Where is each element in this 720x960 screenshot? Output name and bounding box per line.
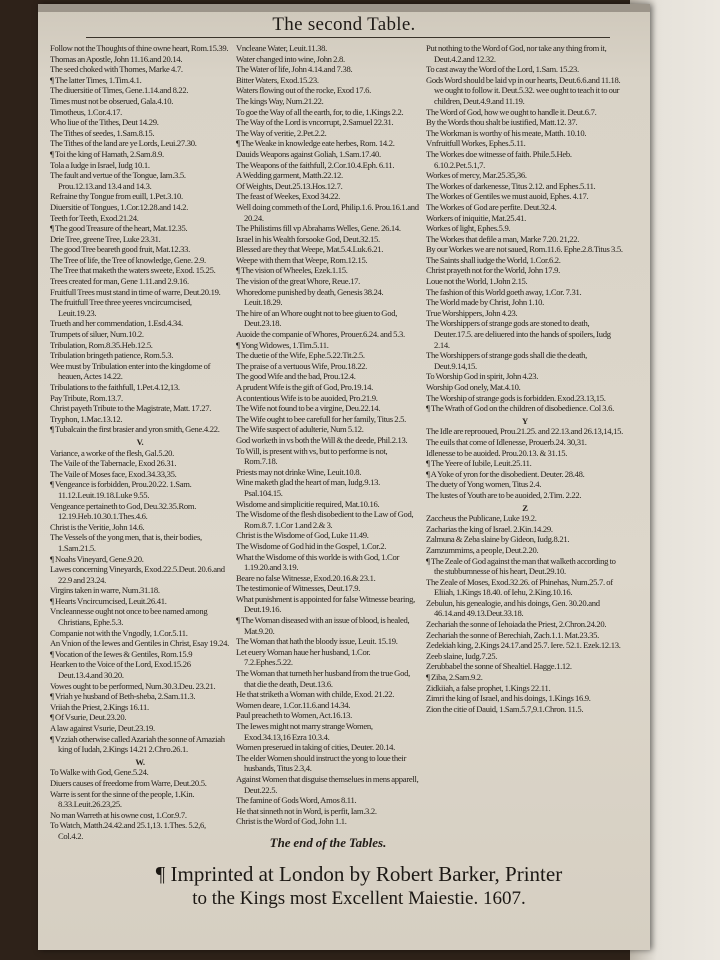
index-entry: Gods Word should be laid vp in our hearts, Deut.6.6.and 11.18. we ought to follow it. Deut.5.32. wee ought to teach it to our children, Deut.4.9.and 11.19.	[426, 74, 621, 106]
end-of-tables-note: The end of the Tables.	[269, 834, 387, 850]
index-entry: ¶ A Yoke of yron for the disobedient. Deuter. 28.48.	[426, 468, 585, 479]
index-entry: The fault and vertue of the Tongue, Iam.3.5. Prou.12.13.and 13.4 and 14.3.	[50, 170, 186, 191]
index-entry: Put nothing to the Word of God, nor take any thing from it, Deut.4.2.and 12.32.	[426, 43, 607, 64]
index-entry: Fruitfull Trees must stand in time of warre, Deut.20.19.	[50, 286, 221, 297]
index-entry: Trumpets of siluer, Num.10.2.	[50, 329, 144, 340]
index-entry: He that sinneth not in Word, is perfit, Iam.3.2.	[236, 805, 377, 816]
index-entry: The vision of the great Whore, Reue.17.	[236, 276, 360, 287]
index-entry: Workes of mercy, Mar.25.35,36.	[426, 170, 527, 181]
index-entry: What punishment is appointed for false Witnesse bearing, Deut.19.16.	[236, 593, 415, 615]
index-entry: The Zeale of Moses, Exod.32.26. of Phinehas, Num.25.7. of Eliiah, 1.Kings 18.40. of Iehu, 2.King.10.16.	[426, 576, 613, 598]
index-entry: The diuersitie of Times, Gene.1.14.and 8.22.	[50, 85, 189, 96]
index-entry: The Workes of darkenesse, Titus 2.12. and Ephes.5.11.	[426, 180, 596, 191]
index-entry: ¶ Noahs Vineyard, Gene.9.20.	[50, 553, 144, 564]
index-entry: Tribulation bringeth patience, Rom.5.3.	[50, 350, 174, 361]
index-entry: Christ prayeth not for the World, John 17.9.	[426, 265, 561, 276]
index-entry: The Worshippers of strange gods are stoned to death, Deuter.17.5. are deliuered into the hands of spoilers, Iudg 2.14.	[426, 318, 611, 350]
index-entry: The good Tree beareth good fruit, Mat.12.33.	[50, 244, 191, 255]
index-entry: The Vaile of the Tabernacle, Exod 26.31.	[50, 458, 177, 469]
section-letter-heading: W.	[135, 756, 145, 767]
index-entry: Christ payeth Tribute to the Magistrate, Matt. 17.27.	[50, 403, 212, 414]
index-entry: The good Wife and the bad, Prou.12.4.	[236, 371, 356, 382]
index-entry: ¶ Vocation of the Iewes & Gentiles, Rom.15.9	[50, 648, 193, 659]
index-entry: ¶ Vzziah otherwise called Azariah the sonne of Amaziah king of Iudah, 2.Kings 14.21 2.Chro.26.1.	[50, 733, 225, 755]
index-entry: The Philistims fill vp Abrahams Welles, Gene. 26.14.	[236, 223, 401, 234]
page-title: The second Table.	[272, 14, 416, 35]
index-entry: Whoredome punished by death, Genesis 38.24. Leuit.18.29.	[236, 286, 384, 308]
index-entry: Refraine thy Tongue from euill, 1.Pet.3.10.	[50, 191, 183, 202]
index-entry: The praise of a vertuous Wife, Prou.18.22.	[236, 360, 368, 371]
index-entry: Variance, a worke of the flesh, Gal.5.20.	[50, 447, 174, 458]
index-entry: Vriiah the Priest, 2.Kings 16.11.	[50, 701, 149, 712]
imprint-line-2: to the Kings most Excellent Maiestie. 1607.	[192, 887, 526, 909]
index-entry: To cast away the Word of the Lord, 1.Sam. 15.23.	[426, 64, 579, 75]
index-entry: By our Workes we are not saued, Rom.11.6. Ephe.2.8.Titus 3.5.	[426, 244, 623, 255]
index-entry: Vnfruitfull Workes, Ephes.5.11.	[426, 138, 526, 149]
index-entry: The Workes of God are perfite. Deut.32.4.	[426, 201, 557, 212]
index-entry: The Wisdome of God hid in the Gospel, 1.Cor.2.	[236, 540, 387, 551]
index-entry: Warre is sent for the sinne of the people, 1.Kin. 8.33.Leuit.26.23,25.	[50, 788, 195, 810]
index-entry: Women preserued in taking of cities, Deuter. 20.14.	[236, 742, 396, 753]
index-entry: Timotheus, 1.Cor.4.17.	[50, 106, 122, 117]
index-entry: The famine of Gods Word, Amos 8.11.	[236, 795, 357, 806]
index-entry: Israel in his Wealth forsooke God, Deut.32.15.	[236, 233, 380, 244]
index-entry: The seed choked with Thornes, Marke 4.7.	[50, 64, 183, 75]
index-entry: Vncleannesse ought not once to bee named among Christians, Ephe.5.3.	[50, 606, 208, 628]
index-entry: The Wife ought to bee carefull for her family, Titus 2.5.	[236, 413, 406, 424]
index-column-1	[50, 43, 230, 842]
index-entry: A law against Vsurie, Deut.23.19.	[50, 723, 155, 733]
index-entry: ¶ Toi the king of Hamath, 2.Sam.8.9.	[50, 148, 164, 159]
index-entry: The Tree of life, the Tree of knowledge, Gene. 2.9.	[50, 254, 206, 265]
index-entry: No man Warreth at his owne cost, 1.Cor.9.7.	[50, 809, 187, 820]
index-entry: Beare no false Witnesse, Exod.20.16.& 23.1.	[236, 572, 376, 583]
index-entry: The Workes doe witnesse of faith. Phile.5.Heb. 6.10.2.Pet.5.1,7.	[426, 148, 572, 170]
index-entry: Zebulun, his genealogie, and his doings, Gen. 30.20.and 46.14.and 49.13.Deut.33.18.	[426, 597, 600, 619]
index-entry: ¶ The Wrath of God on the children of disobedience. Col 3.6.	[426, 403, 614, 414]
index-entry: Follow not the Thoughts of thine owne heart, Rom.15.39.	[50, 43, 229, 53]
index-entry: The Way of veritie, 2.Pet.2.2.	[236, 127, 327, 138]
index-entry: The Idle are reprooued, Prou.21.25. and 22.13.and 26.13,14,15.	[426, 426, 623, 437]
index-entry: The fashion of this World goeth away, 1.Cor. 7.31.	[426, 286, 582, 297]
index-entry: ¶ The good Treasure of the heart, Mat.12.35.	[50, 223, 188, 234]
index-entry: The Saints shall iudge the World, 1.Cor.6.2.	[426, 254, 561, 265]
index-entry: ¶ The latter Times, 1.Tim.4.1.	[50, 74, 142, 85]
index-column-2	[236, 43, 420, 851]
index-entry: Thomas an Apostle, John 11.16.and 20.14.	[50, 53, 183, 64]
index-entry: The Wife not found to be a virgine, Deu.22.14.	[236, 403, 381, 414]
index-entry: Let euery Woman haue her husband, 1.Cor. 7.2.Ephes.5.22.	[236, 646, 371, 668]
index-entry: Well doing commeth of the Lord, Philip.1.6. Prou.16.1.and 20.24.	[236, 201, 419, 223]
index-entry: The fruitfull Tree three yeeres vncircumcised, Leuit.19.23.	[50, 297, 192, 318]
index-entry: Vengeance pertaineth to God, Deu.32.35.Rom. 12.19.Heb.10.30.1.Thes.4.6.	[50, 500, 197, 522]
index-entry: The Worshippers of strange gods shall die the death, Deut.9.14,15.	[426, 350, 588, 371]
index-entry: The Vessels of the yong men, that is, their bodies, 1.Sam.21.5.	[50, 532, 202, 553]
index-entry: The duetie of the Wife, Ephe.5.22.Tit.2.5.	[236, 350, 365, 361]
index-entry: Trees created for man, Gene 1.11.and 2.9.16.	[50, 276, 189, 287]
index-entry: Zion the citie of Dauid, 1.Sam.5.7,9.1.Chron. 11.5.	[426, 703, 584, 714]
index-entry: Zaccheus the Publicane, Luke 19.2.	[426, 513, 537, 524]
index-entry: The Workes that defile a man, Marke 7.20. 21,22.	[426, 233, 580, 244]
index-entry: Times must not be obserued, Gala.4.10.	[50, 95, 174, 106]
index-entry: To Watch, Matth.24.42.and 25.1,13. 1.Thes. 5.2,6, Col.4.2.	[50, 820, 206, 841]
index-entry: The testimonie of Witnesses, Deut.17.9.	[236, 583, 361, 594]
index-entry: Wisdome and simplicitie required, Mat.10.16.	[236, 498, 380, 509]
index-entry: Of Weights, Deut.25.13.Hos.12.7.	[236, 180, 343, 191]
index-entry: The Worship of strange gods is forbidden. Exod.23.13,15.	[426, 392, 606, 403]
index-entry: Diuers causes of freedome from Warre, Deut.20.5.	[50, 777, 207, 788]
index-entry: The Tithes of seedes, 1.Sam.8.15.	[50, 127, 155, 138]
index-entry: The Vaile of Moses face, Exod.34.33,35.	[50, 468, 177, 479]
index-entry: Auoide the companie of Whores, Prouer.6.24. and 5.3.	[236, 329, 405, 340]
index-entry: To goe the Way of all the earth, for, to die, 1.Kings 2.2.	[236, 106, 404, 117]
index-entry: Waters flowing out of the rocke, Exod 17.6.	[236, 85, 371, 96]
index-entry: The hire of an Whore ought not to bee giuen to God, Deut.23.18.	[236, 307, 398, 329]
index-entry: An Vnion of the Iewes and Gentiles in Christ, Esay 19.24.	[50, 638, 229, 649]
page-top-edge	[38, 4, 650, 12]
index-entry: ¶ Vriah ye husband of Beth-sheba, 2.Sam.11.3.	[50, 691, 196, 702]
index-entry: The Weapons of the faithfull, 2.Cor.10.4.Eph. 6.11.	[236, 159, 395, 170]
index-entry: The Woman that turneth her husband from the true God, that die the death, Deut.13.6.	[236, 668, 410, 689]
index-entry: The Tree that maketh the waters sweete, Exod. 15.25.	[50, 265, 216, 276]
book-page	[38, 4, 650, 950]
index-entry: Christ is the Wisdome of God, Luke 11.49.	[236, 530, 369, 541]
index-entry: ¶ Yong Widowes, 1.Tim.5.11.	[236, 339, 329, 350]
index-entry: Zeeb slaine, Iudg.7.25.	[426, 650, 498, 661]
section-letter-heading: V.	[136, 436, 144, 447]
index-entry: Zechariah the sonne of Berechiah, Zach.1.1. Mat.23.35.	[426, 629, 600, 640]
index-entry: Dauids Weapons against Goliah, 1.Sam.17.40.	[236, 148, 381, 159]
index-entry: God worketh in vs both the Will & the deede, Phil.2.13.	[236, 434, 408, 445]
index-entry: Zechariah the sonne of Iehoiada the Priest, 2.Chron.24.20.	[426, 619, 607, 630]
index-columns	[38, 38, 650, 851]
index-entry: Workes of light, Ephes.5.9.	[426, 223, 511, 234]
index-entry: Christ is the Word of God, John 1.1.	[236, 816, 347, 827]
index-entry: Tribulations to the faithfull, 1.Pet.4.12,13.	[50, 382, 180, 392]
index-entry: Bitter Waters, Exod.15.23.	[236, 74, 319, 85]
index-entry: Blessed are they that Weepe, Mat.5.4.Luk.6.21.	[236, 244, 384, 255]
index-entry: Tola a Iudge in Israel, Iudg 10.1.	[50, 159, 150, 170]
index-entry: Water changed into wine, John 2.8.	[236, 53, 345, 64]
index-entry: The Tithes of the land are ye Lords, Leui.27.30.	[50, 138, 197, 149]
index-entry: ¶ The Yeere of Iubile, Leuit.25.11.	[426, 458, 532, 469]
index-entry: ¶ The Weake in knowledge eate herbes, Rom. 14.2.	[236, 138, 395, 149]
index-entry: Tribulation, Rom.8.35.Heb.12.5.	[50, 339, 153, 350]
imprint-line-1: ¶ Imprinted at London by Robert Barker, Printer	[155, 861, 563, 886]
index-entry: Wine maketh glad the heart of man, Iudg.9.13. Psal.104.15.	[236, 477, 380, 498]
index-entry: Who liue of the Tithes, Deut 14.29.	[50, 117, 159, 128]
index-entry: Drie Tree, greene Tree, Luke 23.31.	[50, 233, 161, 244]
index-entry: ¶ Tubalcain the first brasier and yron smith, Gene.4.22.	[50, 424, 220, 435]
index-entry: Hearken to the Voice of the Lord, Exod.15.26 Deut.13.4.and 30.20.	[50, 659, 191, 681]
index-entry: The elder Women should instruct the yong to loue their husbands, Titus 2.3,4.	[236, 752, 407, 774]
index-entry: Teeth for Teeth, Exod.21.24.	[50, 212, 139, 223]
index-entry: Tryphon, 1.Mac.13.12.	[50, 413, 123, 424]
index-entry: The Wife suspect of adulterie, Num 5.12.	[236, 424, 364, 435]
section-letter-heading: Z	[522, 502, 528, 513]
index-entry: Zimri the king of Israel, and his doings, 1.Kings 16.9.	[426, 693, 591, 704]
index-entry: What the Wisdome of this worlde is with God, 1.Cor 1.19.20.and 3.19.	[236, 551, 400, 573]
index-entry: ¶ The vision of Wheeles, Ezek.1.15.	[236, 265, 348, 276]
index-entry: Worship God onely, Mat.4.10.	[426, 382, 521, 392]
index-entry: ¶ The Woman diseased with an issue of blood, is healed, Mat.9.20.	[236, 615, 410, 636]
index-entry: ¶ Hearts Vncircumcised, Leuit.26.41.	[50, 595, 167, 606]
index-entry: Diuersitie of Tongues, 1.Cor.12.28.and 14.2.	[50, 201, 188, 212]
index-entry: Workers of iniquitie, Mat.25.41.	[426, 212, 526, 223]
index-entry: To Worship God in spirit, John 4.23.	[426, 371, 539, 382]
index-entry: Zalmuna & Zeba slaine by Gideon, Iudg.8.21.	[426, 534, 570, 545]
index-entry: Trueth and her commendation, 1.Esd.4.34.	[50, 318, 183, 329]
index-entry: Christ is the Veritie, John 14.6.	[50, 521, 145, 532]
index-entry: Companie not with the Vngodly, 1.Cor.5.11.	[50, 627, 188, 638]
index-entry: Virgins taken in warre, Num.31.18.	[50, 585, 160, 596]
index-entry: The Workman is worthy of his meate, Matth. 10.10.	[426, 127, 587, 138]
index-entry: ¶ Ziba, 2.Sam.9.2.	[426, 672, 483, 683]
index-entry: Priests may not drinke Wine, Leuit.10.8.	[236, 466, 362, 477]
index-entry: Vncleane Water, Leuit.11.38.	[236, 43, 327, 53]
index-entry: Zacharias the king of Israel. 2.Kin.14.29.	[426, 523, 553, 534]
index-entry: The Way of the Lord is vncorrupt, 2.Samuel 22.31.	[236, 117, 394, 128]
index-entry: Vowes ought to be performed, Num.30.3.Deu. 23.21.	[50, 680, 216, 691]
index-entry: Zedekiah king, 2.Kings 24.17.and 25.7. Iere. 52.1. Ezek.12.13.	[426, 640, 621, 651]
index-entry: The Workes of Gentiles we must auoid, Ephes. 4.17.	[426, 191, 589, 202]
index-entry: Pay Tribute, Rom.13.7.	[50, 392, 123, 403]
index-entry: He that striketh a Woman with childe, Exod. 21.22.	[236, 689, 395, 700]
index-entry: The Water of life, John 4.14.and 7.38.	[236, 64, 353, 75]
index-entry: Against Women that disguise themselues in mens apparell, Deut.22.5.	[236, 773, 419, 795]
index-entry: True Worshippers, John 4.23.	[426, 307, 518, 318]
index-entry: Lawes concerning Vineyards, Exod.22.5.Deut. 20.6.and 22.9 and 23.24.	[50, 564, 225, 585]
index-entry: Wee must by Tribulation enter into the kingdome of heauen, Actes 14.22.	[50, 360, 211, 382]
index-entry: The Woman that hath the bloody issue, Leuit. 15.19.	[236, 636, 398, 647]
index-entry: A contentious Wife is to be auoided, Pro.21.9.	[236, 392, 378, 403]
index-entry: The feast of Weekes, Exod 34.22.	[236, 191, 341, 202]
section-letter-heading: Y	[522, 415, 528, 426]
index-entry: The Word of God, how we ought to handle it. Deut.6.7.	[426, 106, 597, 117]
index-entry: Women deare, 1.Cor.11.6.and 14.34.	[236, 699, 351, 710]
index-entry: ¶ The Zeale of God against the man that walketh according to the stubburnnesse of his heart, Deut.29.10.	[426, 555, 616, 577]
index-entry: Weepe with them that Weepe, Rom.12.15.	[236, 254, 368, 265]
index-entry: Loue not the World, 1.John 2.15.	[426, 276, 528, 287]
index-entry: The lustes of Youth are to be auoided, 2.Tim. 2.22.	[426, 489, 582, 500]
index-entry: ¶ Of Vsurie, Deut.23.20.	[50, 712, 127, 723]
index-entry: A prudent Wife is the gift of God, Pro.19.14.	[236, 382, 373, 392]
index-entry: The kings Way, Num.21.22.	[236, 95, 324, 106]
index-column-3	[426, 43, 624, 714]
index-entry: The euils that come of Idlenesse, Prouerb.24. 30,31.	[426, 436, 587, 447]
index-entry: To Walke with God, Gene.5.24.	[50, 767, 149, 778]
index-entry: The Iewes might not marry strange Women, Exod.34.13,16 Ezra 10.3.4.	[236, 721, 373, 742]
index-entry: The duety of Yong women, Titus 2.4.	[426, 479, 542, 490]
index-entry: By the Words thou shalt be iustified, Matt.12. 37.	[426, 117, 578, 128]
index-entry: The Wisdome of the flesh disobedient to the Law of God, Rom.8.7. 1.Cor 1.and 2.& 3.	[236, 509, 414, 530]
index-entry: The World made by Christ, John 1.10.	[426, 297, 544, 308]
index-entry: Idlenesse to be auoided. Prou.20.13. & 31.15.	[426, 447, 568, 458]
index-entry: Zerubbabel the sonne of Shealtiel. Hagge.1.12.	[426, 661, 572, 672]
index-entry: Zamzummims, a people, Deut.2.20.	[426, 544, 539, 555]
index-entry: A Wedding garment, Matth.22.12.	[236, 170, 343, 181]
index-entry: To Will, is present with vs, but to performe is not, Rom.7.18.	[236, 445, 388, 467]
index-entry: Zidkiiah, a false prophet, 1.Kings 22.11.	[426, 682, 551, 693]
index-entry: Paul preacheth to Women, Act.16.13.	[236, 710, 352, 721]
index-entry: ¶ Vengeance is forbidden, Prou.20.22. 1.Sam. 11.12.Leuit.19.18.Luke 9.55.	[50, 479, 192, 500]
